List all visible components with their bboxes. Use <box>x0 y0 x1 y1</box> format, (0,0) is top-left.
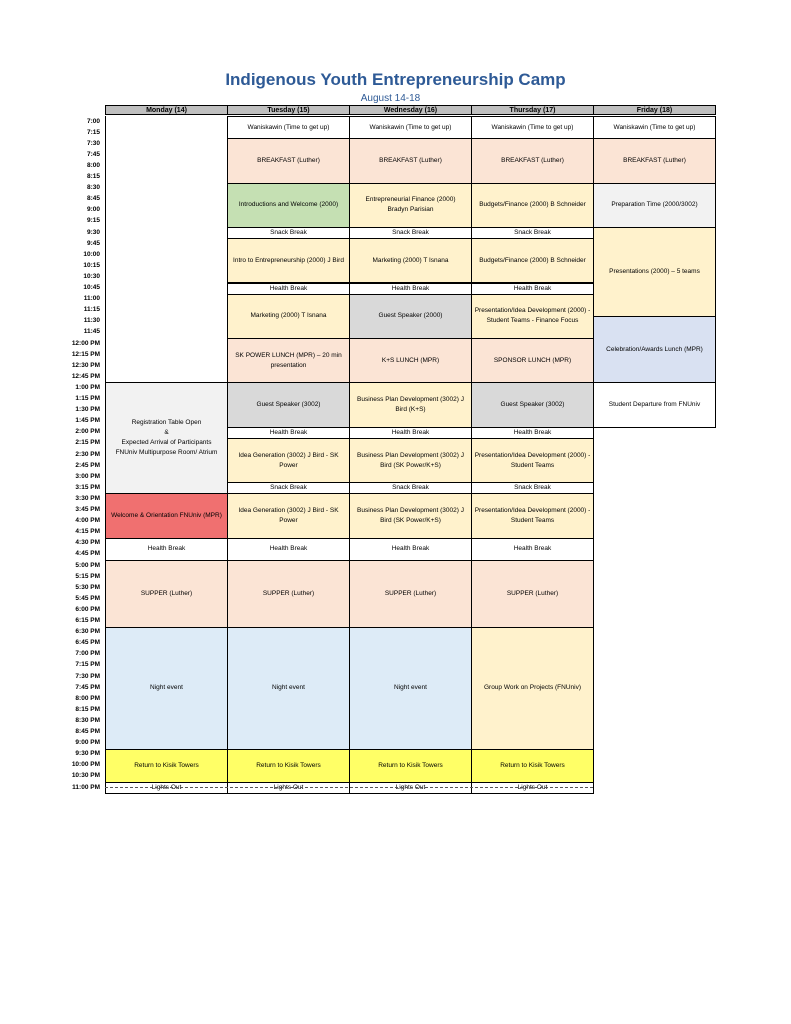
schedule-event: Guest Speaker (3002) <box>471 382 594 427</box>
schedule-event: Waniskawin (Time to get up) <box>349 116 472 139</box>
schedule-event: Health Break <box>227 283 350 295</box>
schedule-event: Snack Break <box>227 227 350 239</box>
schedule-event: Health Break <box>471 427 594 439</box>
time-label: 10:00 PM <box>71 761 100 769</box>
schedule-event: Intro to Entrepreneurship (2000) J Bird <box>227 238 350 283</box>
day-header: Wednesday (16) <box>349 105 472 115</box>
time-label: 8:30 <box>86 184 100 192</box>
time-label: 11:30 <box>83 317 100 325</box>
schedule-event: Return to Kisik Towers <box>349 749 472 783</box>
schedule-event: Entrepreneurial Finance (2000) Bradyn Parisian <box>349 183 472 228</box>
schedule-event: Presentations (2000) – 5 teams <box>593 227 716 317</box>
schedule-event: Idea Generation (3002) J Bird - SK Power <box>227 493 350 538</box>
schedule-event: Waniskawin (Time to get up) <box>227 116 350 139</box>
time-label: 1:30 PM <box>75 406 100 414</box>
time-label: 11:00 PM <box>72 783 100 791</box>
schedule-event: Student Departure from FNUniv <box>593 382 716 427</box>
schedule-event: Celebration/Awards Lunch (MPR) <box>593 316 716 384</box>
schedule-event: Business Plan Development (3002) J Bird (SK Power/K+S) <box>349 438 472 483</box>
time-label: 8:45 PM <box>75 728 100 735</box>
schedule-event: Health Break <box>471 538 594 561</box>
time-label: 8:00 PM <box>75 694 100 702</box>
schedule-event: SUPPER (Luther) <box>349 560 472 628</box>
schedule-event: Introductions and Welcome (2000) <box>227 183 350 228</box>
schedule-event: Idea Generation (3002) J Bird - SK Power <box>227 438 350 483</box>
schedule-event: Return to Kisik Towers <box>105 749 228 783</box>
time-label: 7:30 PM <box>75 672 100 680</box>
schedule-event: Business Plan Development (3002) J Bird (SK Power/K+S) <box>349 493 472 538</box>
schedule-event: Waniskawin (Time to get up) <box>471 116 594 139</box>
schedule-event: Welcome & Orientation FNUniv (MPR) <box>105 493 228 538</box>
time-label: 4:00 PM <box>75 517 100 525</box>
schedule-event: BREAKFAST (Luther) <box>471 138 594 183</box>
day-header: Monday (14) <box>105 105 228 115</box>
time-label: 2:00 PM <box>75 428 100 436</box>
time-label: 4:45 PM <box>75 550 100 558</box>
schedule-event: Lights Out <box>349 782 472 794</box>
time-label: 11:15 <box>83 306 100 314</box>
time-label: 12:45 PM <box>71 372 100 380</box>
time-label: 5:15 PM <box>75 572 100 580</box>
time-label: 7:15 <box>86 128 100 136</box>
time-label: 10:15 <box>83 261 100 269</box>
schedule-event: Night event <box>227 627 350 750</box>
schedule-event: Lights Out <box>227 782 350 794</box>
time-label: 11:45 <box>83 328 100 336</box>
schedule-event: Health Break <box>349 538 472 561</box>
time-label: 3:45 PM <box>75 506 100 513</box>
time-label: 7:45 PM <box>75 683 100 691</box>
time-label: 10:30 PM <box>71 772 100 780</box>
schedule-event: Guest Speaker (3002) <box>227 382 350 427</box>
time-label: 10:00 <box>83 250 100 258</box>
schedule-event: Business Plan Development (3002) J Bird (K+S) <box>349 382 472 427</box>
schedule-event: Health Break <box>471 283 594 295</box>
time-label: 5:45 PM <box>75 594 100 602</box>
time-label: 9:30 <box>86 228 100 236</box>
time-label: 9:45 <box>86 239 100 247</box>
time-label: 10:30 <box>83 272 100 280</box>
schedule-event: Return to Kisik Towers <box>227 749 350 783</box>
schedule-event: Waniskawin (Time to get up) <box>593 116 716 139</box>
schedule-event: Preparation Time (2000/3002) <box>593 183 716 228</box>
time-label: 5:30 PM <box>75 583 100 591</box>
schedule-event: K+S LUNCH (MPR) <box>349 338 472 383</box>
time-label: 1:45 PM <box>75 417 100 425</box>
time-label: 7:45 <box>86 150 100 158</box>
schedule-event: Budgets/Finance (2000) B Schneider <box>471 183 594 228</box>
time-label: 9:15 <box>86 217 100 225</box>
time-label: 8:15 <box>86 173 100 180</box>
day-header: Tuesday (15) <box>227 105 350 115</box>
page-break-divider <box>105 787 593 788</box>
schedule-event: Snack Break <box>471 227 594 239</box>
time-label: 10:45 <box>83 284 100 291</box>
time-label: 12:15 PM <box>71 350 100 358</box>
schedule-event: Snack Break <box>227 482 350 494</box>
time-label: 9:30 PM <box>75 750 100 758</box>
schedule-event: Lights Out <box>471 782 594 794</box>
schedule-event: SUPPER (Luther) <box>105 560 228 628</box>
schedule-event: SK POWER LUNCH (MPR) – 20 min presentation <box>227 338 350 383</box>
schedule-event: Snack Break <box>349 227 472 239</box>
schedule-event: Marketing (2000) T Isnana <box>349 238 472 283</box>
time-label: 8:45 <box>86 195 100 203</box>
time-label: 12:30 PM <box>71 361 100 369</box>
schedule-event: Registration Table Open & Expected Arrival of Participants FNUniv Multipurpose Room/ Atrium <box>105 382 228 494</box>
time-label: 6:15 PM <box>75 617 100 624</box>
schedule-event: Night event <box>349 627 472 750</box>
schedule-event: BREAKFAST (Luther) <box>349 138 472 183</box>
time-label: 3:00 PM <box>75 472 100 480</box>
time-label: 1:15 PM <box>75 395 100 402</box>
time-label: 11:00 <box>83 295 100 303</box>
schedule-event: Snack Break <box>471 482 594 494</box>
schedule-event: Health Break <box>227 538 350 561</box>
schedule-title: Indigenous Youth Entrepreneurship Camp <box>225 70 566 89</box>
time-label: 1:00 PM <box>75 383 100 391</box>
schedule-event: Presentation/Idea Development (2000) - Student Teams - Finance Focus <box>471 294 594 339</box>
time-label: 7:30 <box>86 139 100 147</box>
schedule-subtitle: August 14-18 <box>360 93 421 104</box>
schedule-event: Presentation/Idea Development (2000) - Student Teams <box>471 438 594 483</box>
schedule-event: Budgets/Finance (2000) B Schneider <box>471 238 594 283</box>
time-label: 6:30 PM <box>75 628 100 636</box>
schedule-event: Presentation/Idea Development (2000) - Student Teams <box>471 493 594 538</box>
time-label: 8:00 <box>86 161 100 169</box>
time-label: 3:30 PM <box>75 494 100 502</box>
time-label: 5:00 PM <box>75 561 100 569</box>
time-label: 7:00 <box>86 117 100 125</box>
schedule-event: SUPPER (Luther) <box>471 560 594 628</box>
time-label: 7:15 PM <box>75 661 100 669</box>
schedule-event: Group Work on Projects (FNUniv) <box>471 627 594 750</box>
time-label: 9:00 <box>86 206 100 214</box>
schedule-event: Guest Speaker (2000) <box>349 294 472 339</box>
schedule-event: Night event <box>105 627 228 750</box>
schedule-event: BREAKFAST (Luther) <box>227 138 350 183</box>
schedule-event: SUPPER (Luther) <box>227 560 350 628</box>
time-label: 2:45 PM <box>75 461 100 469</box>
schedule-event: Lights Out <box>105 782 228 794</box>
schedule-event: Return to Kisik Towers <box>471 749 594 783</box>
day-header: Friday (18) <box>593 105 716 115</box>
schedule-event: Snack Break <box>349 482 472 494</box>
time-label: 4:15 PM <box>75 528 100 536</box>
time-label: 3:15 PM <box>75 483 100 491</box>
time-label: 2:30 PM <box>75 450 100 458</box>
time-label: 7:00 PM <box>75 650 100 658</box>
schedule-event: Health Break <box>349 283 472 295</box>
time-label: 6:00 PM <box>75 605 100 613</box>
time-label: 8:30 PM <box>75 716 100 724</box>
schedule-event: Health Break <box>227 427 350 439</box>
schedule-event: BREAKFAST (Luther) <box>593 138 716 183</box>
monday-empty-block <box>105 116 228 383</box>
day-header: Thursday (17) <box>471 105 594 115</box>
time-label: 6:45 PM <box>75 639 100 647</box>
time-label: 9:00 PM <box>75 739 100 747</box>
time-label: 12:00 PM <box>71 339 100 347</box>
time-label: 4:30 PM <box>75 539 100 547</box>
time-label: 8:15 PM <box>75 705 100 713</box>
schedule-event: Health Break <box>349 427 472 439</box>
schedule-event: Marketing (2000) T Isnana <box>227 294 350 339</box>
schedule-event: Health Break <box>105 538 228 561</box>
time-label: 2:15 PM <box>75 439 100 447</box>
schedule-event: SPONSOR LUNCH (MPR) <box>471 338 594 383</box>
